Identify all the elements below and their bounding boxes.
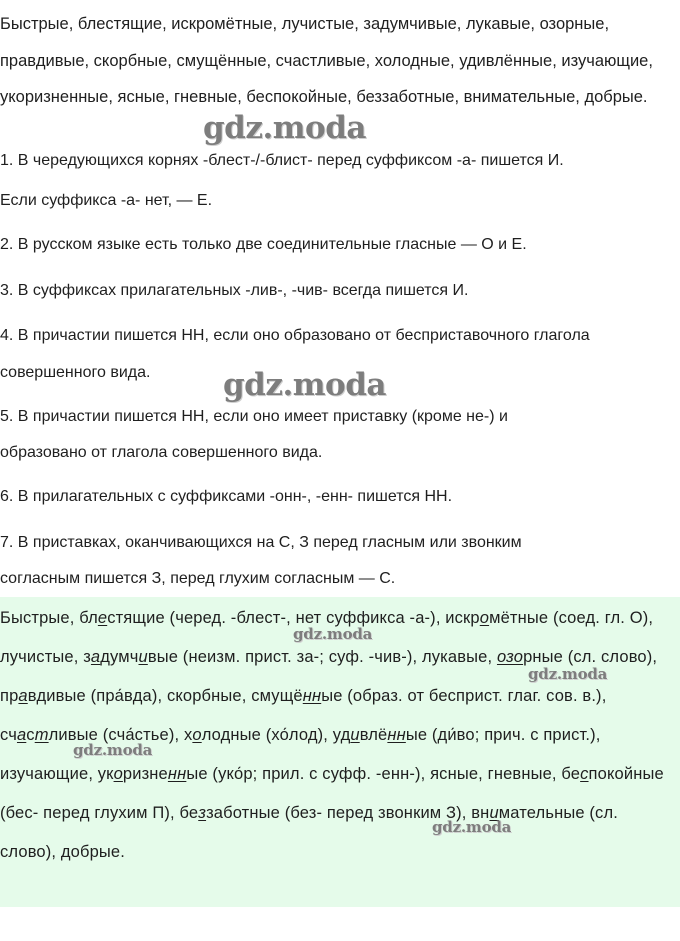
watermark: gdz.moda (528, 665, 608, 683)
highlighted-letter: о (479, 609, 490, 627)
watermark: gdz.moda (293, 625, 373, 643)
highlighted-letter: а (90, 648, 101, 666)
answer-fragment: вдивые (пра́вда), скорбные, смущё (27, 687, 303, 705)
answer-fragment: заботные (без- перед звонким З), вн (206, 804, 490, 822)
highlighted-letter: з (198, 804, 207, 822)
answer-fragment: думч (100, 648, 139, 666)
answer-fragment: с (26, 726, 35, 744)
highlighted-letter: о (192, 726, 202, 744)
highlighted-letter: а (16, 726, 27, 744)
answer-fragment: ливые (сча́стье), х (48, 726, 193, 744)
answer-fragment: ые (уко́р; прил. с суфф. -енн-), ясные, гневные, бе (186, 765, 581, 783)
highlighted-letter: е (97, 609, 108, 627)
answer-fragment: стящие (черед. -блест-, нет суффикса -а-), искр (107, 609, 480, 627)
highlighted-letter: о (113, 765, 123, 783)
answer-fragment: вые (неизм. прист. за-; суф. -чив-), лукавые, (147, 648, 497, 666)
watermark: gdz.moda (223, 367, 386, 403)
answer-fragment: мётные (соед. гл. О), лучистые, з (0, 609, 654, 666)
rule-line: 1. В чередующихся корнях -блест-/-блист- перед суффиксом -а- пишется И. (0, 152, 564, 169)
rule-line: 7. В приставках, оканчивающихся на С, З перед гласным или звонким (0, 534, 522, 551)
answer-fragment: рные (сл. слово), пр (0, 648, 658, 705)
rule-line: 4. В причастии пишется НН, если оно образовано от бесприставочного глагола (0, 327, 590, 344)
word-list: Быстрые, блестящие, искромётные, лучистые, задумчивые, лукавые, озорные, правдивые, скорбные, смущённые, счастливые, холодные, удивлённые, изучающие, укоризненные, ясные, гневные, беспокойные, беззаботные, внимательные, добрые. (0, 15, 653, 107)
rule-line: 2. В русском языке есть только две соединительные гласные — О и Е. (0, 236, 527, 253)
answer-fragment: ые (ди́во; прич. с прист.), изучающие, ук (0, 726, 601, 783)
answer-fragment: ризне (122, 765, 168, 783)
highlighted-letter: и (489, 804, 499, 822)
rule-line: 6. В прилагательных с суффиксами -онн-, -енн- пишется НН. (0, 488, 453, 505)
answer-fragment: ые (образ. от бесприст. глаг. сов. в.), сч (0, 687, 607, 744)
rule-line: образовано от глагола совершенного вида. (0, 444, 323, 461)
rule-line: совершенного вида. (0, 364, 151, 381)
answer-fragment: покойные (бес- перед глухим П), бе (0, 765, 664, 822)
answer-fragment: мательные (сл. слово), добрые. (0, 804, 618, 861)
highlighted-letter: нн (387, 726, 406, 744)
watermark: gdz.moda (73, 741, 153, 759)
highlighted-letter: а (18, 687, 28, 705)
highlighted-letter: и (138, 648, 148, 666)
rule-line: 5. В причастии пишется НН, если оно имеет приставку (кроме не-) и (0, 408, 508, 425)
rule-line: 3. В суффиксах прилагательных -лив-, -чив- всегда пишется И. (0, 282, 469, 299)
highlighted-letter: и (350, 726, 360, 744)
watermark: gdz.moda (203, 110, 366, 146)
highlighted-letter: с (580, 765, 589, 783)
highlighted-letter: озо (496, 648, 524, 666)
answer-fragment: Быстрые, бл (0, 609, 98, 627)
highlighted-letter: нн (167, 765, 187, 783)
highlighted-letter: нн (302, 687, 322, 705)
answer-fragment: лодные (хо́лод), уд (201, 726, 351, 744)
highlighted-letter: т (34, 726, 49, 744)
rule-line: Если суффикса -а- нет, — Е. (0, 192, 213, 209)
rule-line: согласным пишется З, перед глухим согласным — С. (0, 570, 396, 587)
answer-fragment: влё (359, 726, 388, 744)
watermark: gdz.moda (432, 818, 512, 836)
